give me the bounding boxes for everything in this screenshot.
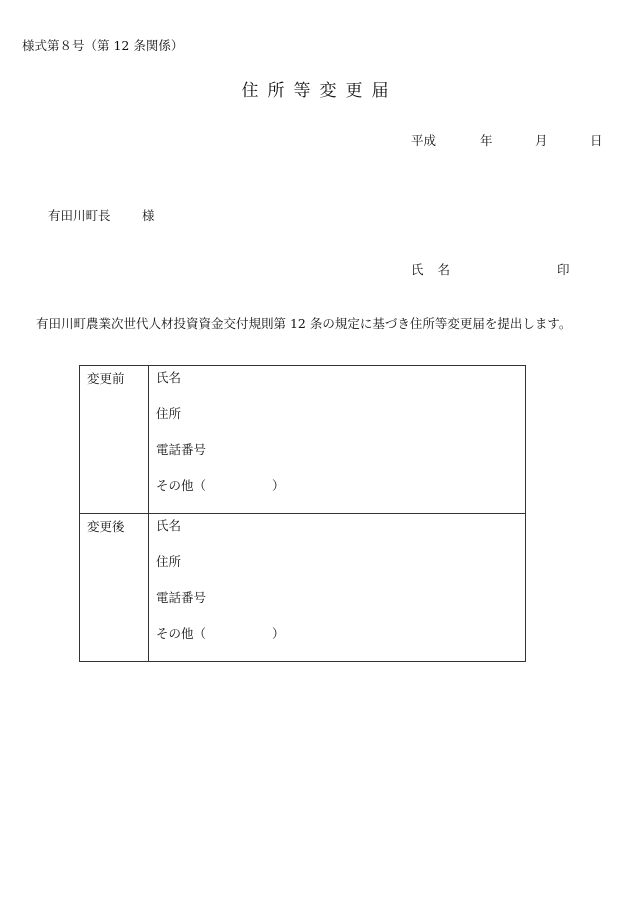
section-after-label: 変更後	[80, 514, 149, 662]
date-month-label: 月	[535, 133, 548, 148]
date-year-label: 年	[480, 133, 493, 148]
before-address-field: 住所	[156, 406, 182, 421]
applicant-name-label: 氏名	[411, 262, 465, 277]
after-other-label: その他（	[156, 626, 207, 641]
date-day-label: 日	[590, 133, 603, 148]
form-number: 様式第８号（第 12 条関係）	[22, 38, 184, 53]
statement-text: 有田川町農業次世代人材投資資金交付規則第 12 条の規定に基づき住所等変更届を提出します。	[36, 316, 572, 331]
addressee-name: 有田川町長	[48, 208, 111, 223]
section-after-fields	[149, 514, 526, 662]
date-era: 平成	[411, 133, 437, 148]
before-other-field	[156, 477, 525, 513]
before-other-close: ）	[272, 478, 285, 493]
before-other-label: その他（	[156, 478, 207, 493]
section-before-fields	[149, 366, 526, 514]
change-table	[79, 365, 526, 662]
after-address-field: 住所	[156, 554, 182, 569]
section-before	[80, 366, 526, 514]
after-name-field: 氏名	[156, 518, 182, 533]
after-other-close: ）	[272, 626, 285, 641]
page-title: 住所等変更届	[241, 81, 398, 101]
after-phone-field: 電話番号	[156, 590, 207, 605]
seal-label: 印	[557, 262, 570, 277]
section-after	[80, 514, 526, 662]
addressee-honorific: 様	[142, 208, 155, 223]
before-phone-field: 電話番号	[156, 442, 207, 457]
before-name-field: 氏名	[156, 370, 182, 385]
section-before-label: 変更前	[80, 366, 149, 514]
after-other-field	[156, 625, 525, 661]
